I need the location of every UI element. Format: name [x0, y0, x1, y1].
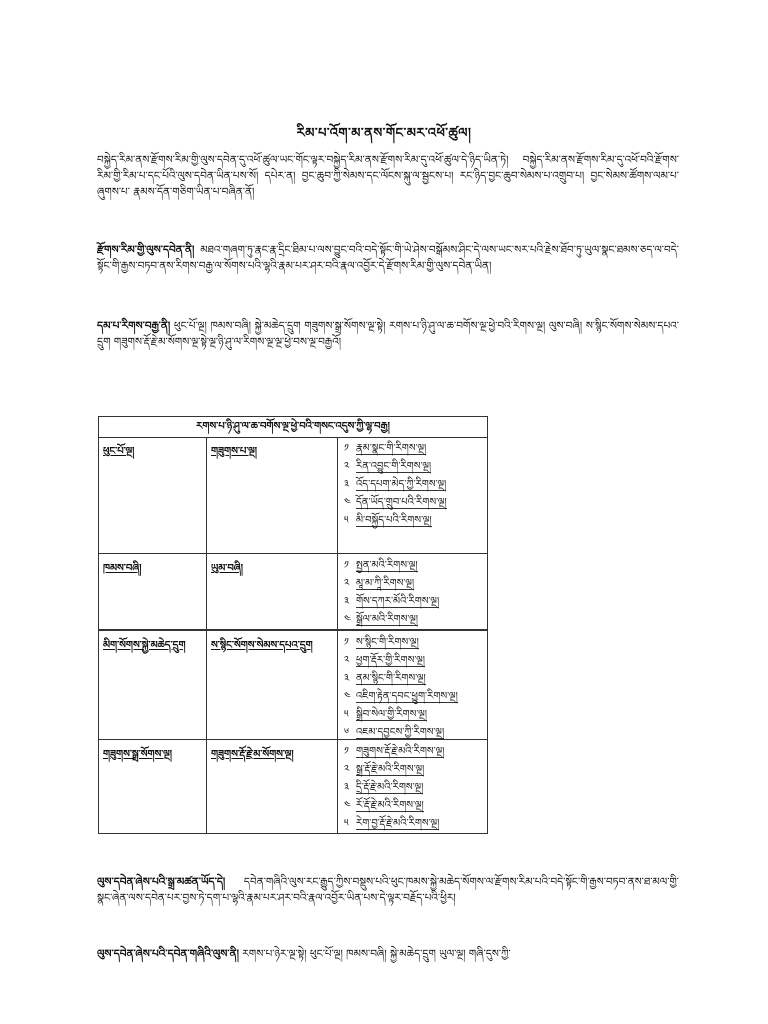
table-cell: [99, 631, 206, 739]
list-item: ༢ རིན་འབྱུང་གི་རིགས་ལྔ།: [344, 461, 432, 472]
list-item: ༣ ནམ་སྙིང་གི་རིགས་ལྔ།: [344, 673, 426, 684]
list-item: ༤ སྒྲོལ་མའི་རིགས་ལྔ།: [344, 614, 419, 625]
list-item: ༤ དོན་ཡོད་གྲུབ་པའི་རིགས་ལྔ།: [344, 497, 447, 508]
paragraph-lead: ལུས་དབེན་ཞེས་པའི་སྒྲ་མཚན་ཡོད་དེ།: [97, 876, 226, 888]
table-cell: [99, 437, 206, 553]
list-item: ༤ འཇིག་རྟེན་དབང་ཕྱུག་རིགས་ལྔ།: [344, 691, 458, 702]
family-list: [344, 634, 485, 742]
table-cell: [99, 740, 206, 833]
paragraph-lead: དམ་པ་རིགས་བརྒྱ་ནི།: [97, 320, 171, 332]
row-heading: གཟུགས་སྒྲ་སོགས་ལྔ།: [103, 749, 172, 760]
paragraph-3: [97, 318, 679, 350]
paragraph-text: མཐའ་གཞག་ཏུ་རྣང་རྣ་དྲིང་ཐིམ་པ་ལས་བྱུང་བའི་བདེ་སྟོང་གི་ཡེ་ཤེས་བསྒོམས་ཤིང་དེ་ལས་ཡང་སར་པའི་རྗེས་ཐོབ་ཏུ་ཡུལ་སྣང་ཐམས་ཅད་ལ་བདེ་སྟོང་གི་རྒྱས་བཏབ་ནས་རིགས་བརྒྱ་ལ་སོགས་པའི་ལྷའི་རྣམ་པར་ཤར་བའི་རྣལ་འབྱོར་དེ་རྫོགས་རིམ་གྱི་ལུས་དབེན་ཡིན།: [97, 244, 679, 272]
paragraph-text: རགས་པ་ཉེར་ལྔ་སྟེ། ཕུང་པོ་ལྔ། ཁམས་བཞི། སྐྱེ་མཆེད་དྲུག ཡུལ་ལྔ། གཞི་དུས་ཀྱི་: [242, 948, 511, 960]
row-heading: ཕུང་པོ་ལྔ།: [103, 446, 135, 457]
deity-table: [98, 416, 488, 834]
list-item: ༡ ས་སྙིང་གི་རིགས་ལྔ།: [344, 637, 419, 648]
table-cell: [206, 554, 337, 629]
paragraph-1: [97, 152, 679, 200]
paragraph-lead: རྫོགས་རིམ་གྱི་ལུས་དབེན་ནི།: [97, 244, 195, 256]
list-item: ༥ སྒྲིབ་སེལ་གྱི་རིགས་ལྔ།: [344, 709, 428, 720]
table-cell: [206, 631, 337, 739]
list-item: ༣ དྲི་རྡོ་རྗེ་མའི་རིགས་ལྔ།: [344, 782, 424, 793]
row-heading: ཁམས་བཞི།: [103, 563, 142, 574]
table-row: [99, 629, 487, 739]
row-subheading: གཟུགས་པ་ལྔ།: [211, 446, 258, 457]
paragraph-lead: ལུས་དབེན་ཞེས་པའི་དབེན་གཞིའི་ལུས་ནི།: [97, 948, 239, 960]
row-subheading: གཟུགས་རྡོ་རྗེ་མ་སོགས་ལྔ།: [211, 749, 294, 760]
paragraph-text: ཕུང་པོ་ལྔ། ཁམས་བཞི། སྐྱེ་མཆེད་དྲུག གཟུགས་སྒྲ་སོགས་ལྔ་སྟེ། རགས་པ་ཉི་ཤུ་ལ་ཆ་བགོས་ལྔ་ཕྱེ་བའི་རིགས་ལྔ། ལུས་བཞི། ས་སྙིང་སོགས་སེམས་དཔའ་དྲུག གཟུགས་རྡོ་རྗེ་མ་སོགས་ལྔ་སྟེ་ལྔ་ཉི་ཤུ་ལ་རིགས་ལྔ་ལྔ་ཕྱེ་བས་ལྔ་བརྒྱའོ།: [97, 320, 679, 348]
paragraph-text: དབེན་གཞིའི་ལུས་རང་རྒྱུད་ཀྱིས་བསྡུས་པའི་ཕུང་ཁམས་སྐྱེ་མཆེད་སོགས་ལ་རྫོགས་རིམ་པའི་བདེ་སྟོང་གི་རྒྱས་བཏབ་ནས་ཐ་མལ་གྱི་སྣང་ཞེན་ལས་དབེན་པར་བྱས་ཏེ་དག་པ་ལྷའི་རྣམ་པར་ཤར་བའི་རྣལ་འབྱོར་ཡིན་པས་དེ་ལྟར་བརྗོད་པའི་ཕྱིར།: [97, 876, 679, 904]
table-row: [99, 739, 487, 833]
list-item: ༡ སྤྱན་མའི་རིགས་ལྔ།: [344, 560, 418, 571]
list-item: ༡ རྣམ་སྣང་གི་རིགས་ལྔ།: [344, 443, 427, 454]
family-list: [344, 743, 485, 833]
table-caption: རགས་པ་ཉི་ཤུ་ལ་ཆ་བགོས་ལྔ་ཕྱེ་བའི་གསང་འདུས་ཀྱི་ལྷ་བརྒྱ།: [99, 417, 487, 438]
list-item: ༢ སྒྲ་རྡོ་རྗེ་མའི་རིགས་ལྔ།: [344, 764, 425, 775]
table-cell: [206, 740, 337, 833]
table-cell: [337, 554, 489, 629]
list-item: ༢ ཕྱག་རྡོར་གྱི་རིགས་ལྔ།: [344, 655, 426, 666]
list-item: ༢ མཱ་མ་ཀཱི་རིགས་ལྔ།: [344, 578, 415, 589]
paragraph-4: [97, 874, 679, 906]
table-cell: [206, 437, 337, 553]
table-cell: [337, 631, 489, 739]
list-item: ༦ འཇམ་དབྱངས་ཀྱི་རིགས་ལྔ།: [344, 727, 445, 738]
list-item: ༣ གོས་དཀར་མོའི་རིགས་ལྔ།: [344, 596, 440, 607]
paragraph-5: [97, 946, 679, 962]
table-row: [99, 437, 487, 553]
row-subheading: ཡུམ་བཞི།: [211, 563, 243, 574]
table-cell: [337, 437, 489, 553]
table-cell: [337, 740, 489, 833]
table-cell: [99, 554, 206, 629]
list-item: ༥ རེག་བྱ་རྡོ་རྗེ་མའི་རིགས་ལྔ།: [344, 818, 440, 829]
row-heading: མིག་སོགས་སྐྱེ་མཆེད་དྲུག: [103, 640, 186, 651]
document-title: རིམ་པ་འོག་མ་ནས་གོང་མར་འཕོ་ཚུལ།: [296, 126, 472, 141]
row-subheading: ས་སྙིང་སོགས་སེམས་དཔའ་དྲུག: [211, 640, 313, 651]
list-item: ༥ མི་བསྐྱོད་པའི་རིགས་ལྔ།: [344, 515, 432, 526]
family-list: [344, 440, 485, 530]
list-item: ༣ འོད་དཔག་མེད་ཀྱི་རིགས་ལྔ།: [344, 479, 447, 490]
paragraph-text: བསྐྱེད་རིམ་ནས་རྫོགས་རིམ་གྱི་ལུས་དབེན་དུ་འཕོ་ཚུལ་ཡང་གོང་ལྟར་བསྐྱེད་རིམ་ནས་རྫོགས་རིམ་དུ་འཕོ་ཚུལ་དེ་ཉིད་ཡིན་ཏེ། བསྐྱེད་རིམ་ནས་རྫོགས་རིམ་དུ་འཕོ་བའི་རྫོགས་རིམ་གྱི་རིམ་པ་དང་པོའི་ལུས་དབེན་ཡིན་པས་སོ། དཔེར་ན། བྱང་ཆུབ་ཀྱི་སེམས་དང་ལོངས་སྐུ་ལ་སྦྱངས་པ། རང་ཉིད་བྱང་ཆུབ་སེམས་པ་འགྲུབ་པ། བྱང་སེམས་ཚོགས་ལམ་པ་ཞུགས་པ་ རྣམས་དོན་གཅིག་ཡིན་པ་བཞིན་ནོ།: [97, 154, 679, 198]
family-list: [344, 557, 485, 629]
list-item: ༡ གཟུགས་རྡོ་རྗེ་མའི་རིགས་ལྔ།: [344, 746, 445, 757]
table-row: [99, 553, 487, 629]
list-item: ༤ རོ་རྡོ་རྗེ་མའི་རིགས་ལྔ།: [344, 800, 424, 811]
paragraph-2: [97, 242, 679, 274]
